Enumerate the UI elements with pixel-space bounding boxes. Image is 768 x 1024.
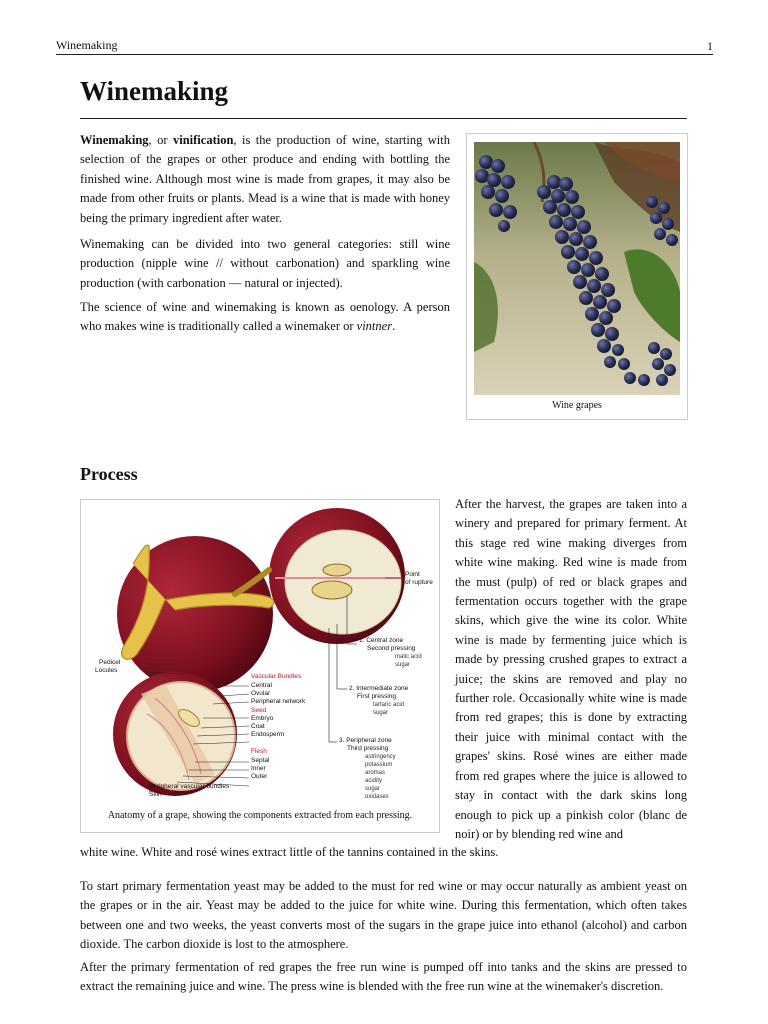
term-vinification: vinification: [172, 133, 234, 147]
section-heading-process: Process: [80, 464, 138, 484]
label-malic-acid: malic acid: [395, 654, 422, 660]
label-central: Central: [251, 682, 272, 689]
intro-paragraph-2: Winemaking can be divided into two general categories: still wine production (nipple wine // without carbonation) and sparkling wine production (with carbonation — natural or injected).: [80, 237, 450, 290]
label-inner: Inner: [251, 765, 266, 772]
label-sugar-3: sugar: [365, 786, 381, 792]
label-astringency: astringency: [365, 754, 396, 760]
page-number: 1: [707, 39, 713, 53]
intro-text: The science of wine and winemaking is known as oenology. A person who makes wine is traditionally called a winemaker or: [80, 300, 450, 334]
wine-grapes-caption: Wine grapes: [552, 400, 602, 411]
process-paragraph-1: After the harvest, the grapes are taken into a winery and prepared for primary ferment. At this stage red wine making diverges from white wine making. Red wine is made from the must (pulp) of red or black grapes and fermentation occurs together with the grape skins, which give the wine its color. White wine is made by fermenting juice which is made by pressing crushed grapes to extract a juice; the skins are removed and play no further role. Occasionally white wine is made from red grapes; this is done by extracting their juice with minimal contact with the grapes' skins. Rosé wines are either made from red grapes where the juice is allowed to stay in contact with the dark skins long enough to pick up a pinkish color (blanc de noir) or by blending red wine and: [455, 497, 687, 841]
label-zone2-sub: First pressing: [357, 693, 397, 700]
label-flesh: Flesh: [251, 748, 267, 755]
label-ovular: Ovular: [251, 690, 271, 697]
article-title: Winemaking: [80, 76, 229, 106]
label-seed: Seed: [251, 707, 267, 714]
grape-anatomy-figure: [80, 499, 440, 833]
running-title: Winemaking: [56, 38, 118, 52]
label-sugar-1: sugar: [395, 662, 411, 668]
label-zone2: 2. Intermediate zone: [349, 685, 409, 692]
label-point: Point: [405, 571, 420, 578]
label-outer: Outer: [251, 773, 268, 780]
label-pedicel: Pedicel: [99, 659, 121, 666]
label-aromas: aromas: [365, 770, 386, 776]
label-embryo: Embryo: [251, 715, 274, 722]
label-peripheral-vascular-bundles: Peripheral vascular bundles: [149, 783, 230, 790]
label-septal: Septal: [251, 757, 270, 764]
intro-paragraph-3: [80, 298, 450, 337]
title-divider: [80, 118, 687, 119]
label-zone1: 1. Central zone: [359, 637, 404, 644]
label-of-rupture: of rupture: [405, 579, 433, 586]
term-vintner: vintner: [356, 319, 393, 334]
label-oxidases: oxidases: [365, 794, 389, 800]
wine-grapes-figure: [466, 133, 688, 420]
label-tartaric-acid: tartaric acid: [373, 702, 405, 708]
running-header: [56, 38, 713, 55]
label-skin: Skin: [149, 791, 162, 798]
label-peripheral-network: Peripheral network: [251, 698, 306, 705]
intro-text: , is the production of wine, starting with selection of the grapes or other produce and ending with bottling the finished wine. Although most wine is made from grapes, it may also be made from other fruits or plants. Mead is a wine that is made with honey being the primary ingredient after water.: [80, 133, 450, 225]
label-zone3-sub: Third pressing: [347, 745, 389, 752]
grape-anatomy-diagram: [85, 504, 435, 804]
intro-paragraph-1: [80, 131, 450, 228]
label-vascular-bundles: Vascular Bundles: [251, 673, 302, 680]
label-zone3: 3. Peripheral zone: [339, 737, 392, 744]
process-paragraph-3: After the primary fermentation of red grapes the free run wine is pumped off into tanks and the skins are pressed to extract the remaining juice and wine. The press wine is blended with the free run wine at the winemaker's discretion.: [80, 960, 687, 994]
label-locules: Locules: [95, 667, 118, 674]
intro-text: , or: [148, 133, 173, 147]
label-coat: Coat: [251, 723, 265, 730]
label-potassium: potassium: [365, 762, 393, 768]
label-acidity: acidity: [365, 778, 383, 784]
term-winemaking: Winemaking: [80, 133, 149, 147]
label-sugar-2: sugar: [373, 710, 389, 716]
process-paragraph-1-continued: white wine. White and rosé wines extract little of the tannins contained in the skins.: [80, 845, 499, 859]
label-endosperm: Endosperm: [251, 731, 285, 738]
grape-anatomy-caption: Anatomy of a grape, showing the components extracted from each pressing.: [107, 810, 413, 821]
label-zone1-sub: Second pressing: [367, 645, 416, 652]
wine-grapes-photo: [474, 142, 680, 395]
intro-text: .: [392, 319, 396, 334]
process-paragraph-2: To start primary fermentation yeast may be added to the must for red wine or may occur naturally as ambient yeast on the grapes or in the air. Yeast may be added to the juice for white wine. During this fermentation, which often takes between one and two weeks, the yeast converts most of the sugars in the grape juice into ethanol (alcohol) and carbon dioxide. The carbon dioxide is lost to the atmosphere.: [80, 879, 687, 952]
